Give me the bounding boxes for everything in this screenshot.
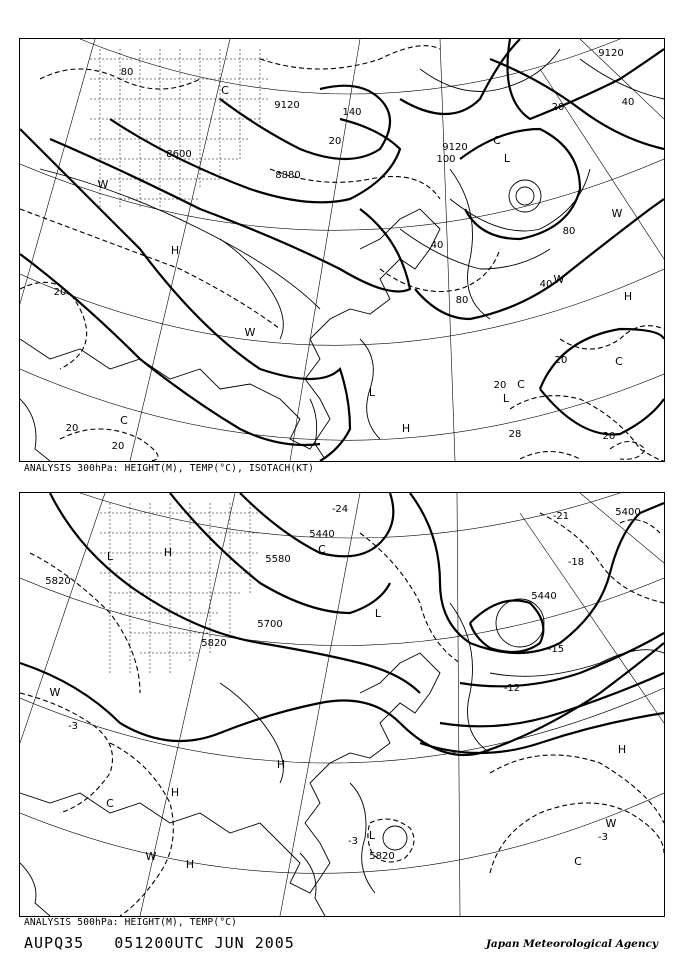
map-label: L <box>368 829 376 842</box>
hatch-region <box>100 503 260 673</box>
map-label: 20 <box>554 355 568 366</box>
top-panel-caption: ANALYSIS 300hPa: HEIGHT(M), TEMP(°C), ISOTACH(KT) <box>24 463 315 474</box>
map-label: 5820 <box>45 576 71 587</box>
map-label: 20 <box>65 423 79 434</box>
map-label: 80 <box>455 295 469 306</box>
map-500hpa-graphic <box>20 493 664 916</box>
map-label: -24 <box>331 504 349 515</box>
map-label: 8880 <box>275 170 301 181</box>
map-label: W <box>553 273 565 286</box>
map-label: H <box>276 758 286 771</box>
map-label: H <box>617 743 627 756</box>
map-label: 140 <box>342 107 362 118</box>
map-label: W <box>611 207 623 220</box>
chart-datetime: 051200UTC JUN 2005 <box>114 934 295 952</box>
map-label: -15 <box>547 644 565 655</box>
map-panel-300hpa <box>19 38 665 462</box>
map-label: L <box>502 392 510 405</box>
map-label: H <box>401 422 411 435</box>
map-label: C <box>106 797 114 810</box>
map-label: 9120 <box>598 48 624 59</box>
map-label: -3 <box>598 832 608 843</box>
map-label: C <box>615 355 623 368</box>
map-label: 5440 <box>531 591 557 602</box>
map-label: H <box>185 858 195 871</box>
chart-code: AUPQ35 <box>24 934 85 952</box>
agency-name: Japan Meteorological Agency <box>485 938 658 950</box>
map-label: C <box>493 134 501 147</box>
map-label: L <box>374 607 382 620</box>
map-label: 20 <box>328 136 342 147</box>
map-label: 9120 <box>442 142 468 153</box>
map-label: H <box>170 786 180 799</box>
map-label: -21 <box>552 511 570 522</box>
map-label: 40 <box>430 240 444 251</box>
map-label: 5400 <box>615 507 641 518</box>
map-label: -18 <box>567 557 585 568</box>
map-label: -12 <box>503 683 521 694</box>
map-label: 80 <box>562 226 576 237</box>
bottom-panel-caption: ANALYSIS 500hPa: HEIGHT(M), TEMP(°C) <box>24 917 238 928</box>
map-label: C <box>221 84 229 97</box>
map-label: -3 <box>68 721 78 732</box>
map-label: L <box>368 386 376 399</box>
map-label: C <box>318 543 326 556</box>
height-contours <box>20 493 664 755</box>
map-label: 20 <box>493 380 507 391</box>
height-contours <box>20 39 664 461</box>
map-label: 9120 <box>274 100 300 111</box>
map-label: 5700 <box>257 619 283 630</box>
map-label: 20 <box>602 431 616 442</box>
coastline <box>20 169 490 461</box>
map-label: W <box>605 817 617 830</box>
map-label: C <box>517 378 525 391</box>
map-label: 20 <box>111 441 125 452</box>
map-label: 100 <box>436 154 456 165</box>
map-label: H <box>163 546 173 559</box>
map-label: 80 <box>120 67 134 78</box>
map-label: W <box>145 850 157 863</box>
map-label: 40 <box>621 97 635 108</box>
map-label: 28 <box>508 429 522 440</box>
map-panel-500hpa <box>19 492 665 917</box>
map-label: H <box>170 244 180 257</box>
map-label: W <box>49 686 61 699</box>
map-label: 40 <box>539 279 553 290</box>
map-label: 5820 <box>369 851 395 862</box>
map-label: -3 <box>348 836 358 847</box>
map-label: 5580 <box>265 554 291 565</box>
map-300hpa-graphic <box>20 39 664 461</box>
map-label: 8600 <box>166 149 192 160</box>
map-label: W <box>97 178 109 191</box>
map-label: L <box>503 152 511 165</box>
hatch-region <box>90 49 270 209</box>
map-label: W <box>244 326 256 339</box>
map-label: 20 <box>53 287 67 298</box>
map-label: 5440 <box>309 529 335 540</box>
map-label: C <box>120 414 128 427</box>
map-label: H <box>623 290 633 303</box>
map-label: L <box>106 550 114 563</box>
map-label: 5820 <box>201 638 227 649</box>
chart-code-datetime <box>24 934 295 952</box>
map-label: C <box>574 855 582 868</box>
map-label: 20 <box>551 102 565 113</box>
